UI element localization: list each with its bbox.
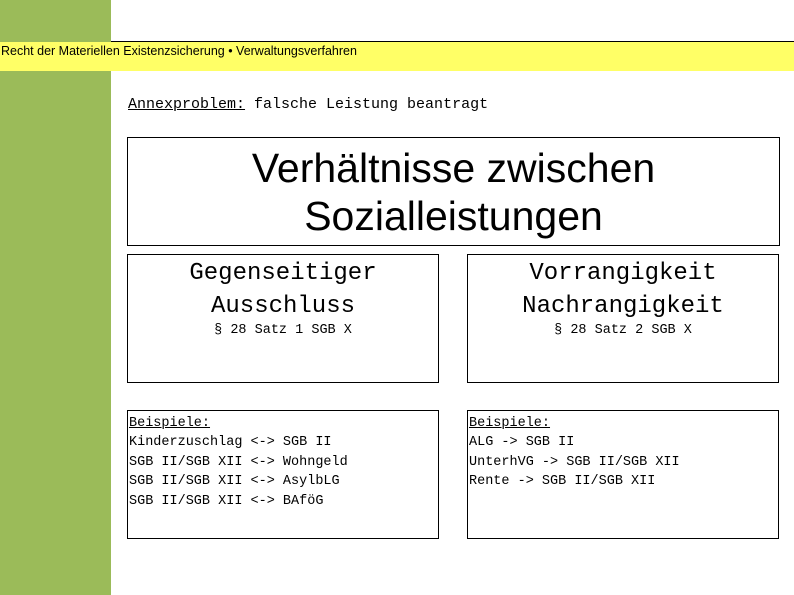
problem-label: Annexproblem: xyxy=(128,96,246,113)
page-title-line2: Sozialleistungen xyxy=(304,193,603,239)
examples-box-mutual-exclusion xyxy=(127,410,439,539)
category-title-line1: Vorrangigkeit xyxy=(529,260,717,287)
title-box xyxy=(127,137,780,246)
category-title-line2: Nachrangigkeit xyxy=(522,293,724,320)
list-item: Kinderzuschlag <-> SGB II xyxy=(129,435,332,451)
sidebar-accent xyxy=(0,0,111,595)
category-box-mutual-exclusion xyxy=(127,254,439,383)
examples-list xyxy=(469,414,680,492)
list-item: Rente -> SGB II/SGB XII xyxy=(469,474,656,490)
examples-heading: Beispiele: xyxy=(129,416,211,431)
category-title xyxy=(128,257,438,323)
category-box-priority xyxy=(467,254,779,383)
legal-basis: § 28 Satz 1 SGB X xyxy=(214,323,352,338)
list-item: ALG -> SGB II xyxy=(469,435,575,451)
legal-basis: § 28 Satz 2 SGB X xyxy=(554,323,692,338)
examples-box-priority xyxy=(467,410,779,539)
list-item: SGB II/SGB XII <-> Wohngeld xyxy=(129,454,348,470)
breadcrumb: Recht der Materiellen Existenzsicherung • Verwaltungsverfahren xyxy=(1,44,357,58)
problem-statement xyxy=(128,96,488,113)
category-title-line1: Gegenseitiger xyxy=(189,260,377,287)
problem-text: falsche Leistung beantragt xyxy=(245,96,489,113)
category-title-line2: Ausschluss xyxy=(210,293,356,320)
list-item: SGB II/SGB XII <-> BAföG xyxy=(129,493,324,509)
page-title xyxy=(128,144,779,240)
examples-list xyxy=(129,414,348,511)
examples-heading: Beispiele: xyxy=(469,416,551,431)
list-item: SGB II/SGB XII <-> AsylbLG xyxy=(129,474,340,490)
page-title-line1: Verhältnisse zwischen xyxy=(251,145,656,191)
category-title xyxy=(468,257,778,323)
list-item: UnterhVG -> SGB II/SGB XII xyxy=(469,454,680,470)
